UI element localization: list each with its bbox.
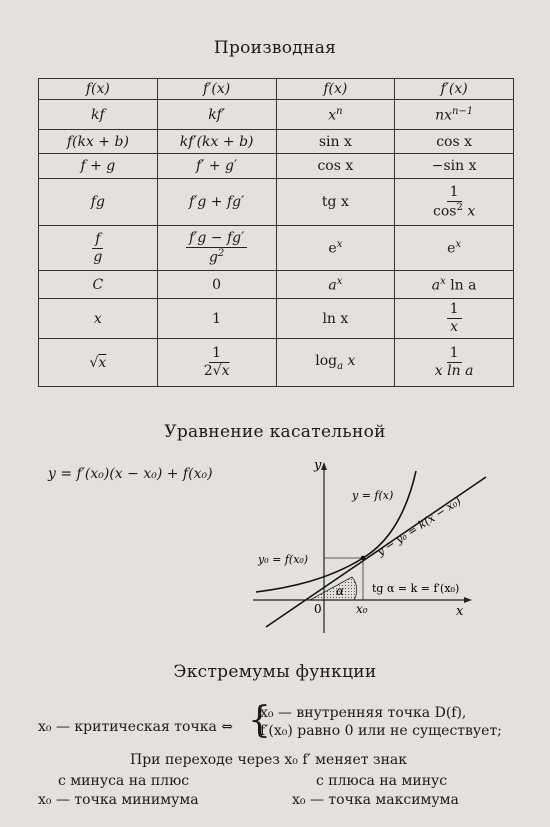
cell <box>395 226 514 271</box>
y-axis-label: y <box>314 458 322 473</box>
x-axis-arrow <box>464 597 472 603</box>
denominator-base: g <box>208 249 218 266</box>
header-cell: f(x) <box>39 79 158 100</box>
table-row <box>39 179 514 226</box>
cell <box>395 299 514 339</box>
fraction <box>432 346 477 378</box>
table-header-row <box>39 79 514 100</box>
fraction <box>186 231 247 265</box>
y-axis-arrow <box>321 462 327 470</box>
alpha-label: α <box>336 584 345 598</box>
power-base: a <box>431 277 441 294</box>
cell: cos x <box>276 154 395 179</box>
x0-label: x₀ <box>356 602 368 616</box>
denominator-exponent: 2 <box>456 201 463 213</box>
numerator: f′g − fg′ <box>186 231 247 248</box>
origin-label: 0 <box>314 602 322 616</box>
fraction <box>430 185 478 219</box>
denominator: g <box>93 248 103 265</box>
power-exponent: x <box>336 239 343 251</box>
cell <box>395 179 514 226</box>
numerator: f <box>92 232 103 249</box>
power-exponent: n−1 <box>451 105 474 117</box>
denominator-coefficient: 2 <box>203 363 213 379</box>
condition-derivative: f′(x₀) равно 0 или не существует; <box>260 723 502 739</box>
denominator-exponent: 2 <box>217 247 225 259</box>
header-cell: f(x) <box>276 79 395 100</box>
cell: tg x <box>276 179 395 226</box>
left-brace: { <box>248 700 271 741</box>
sqrt-sign: √ <box>89 354 99 371</box>
cell: kf′(kx + b) <box>157 130 276 154</box>
cell: f′ + g′ <box>157 154 276 179</box>
power-exponent: x <box>455 239 462 251</box>
log-argument: x <box>343 353 356 370</box>
y0-label: y₀ = f(x₀) <box>258 553 309 566</box>
curve-label: y = f(x) <box>352 489 394 502</box>
numerator: 1 <box>209 346 224 363</box>
denominator-variable: x <box>467 203 476 220</box>
log-base: a <box>337 360 344 372</box>
cell: 1 <box>157 299 276 339</box>
right-case-maximum: x₀ — точка максимума <box>292 792 459 808</box>
power-exponent: x <box>440 275 446 287</box>
cell <box>395 271 514 299</box>
cell <box>276 226 395 271</box>
power-exponent: n <box>336 105 343 117</box>
left-case-minimum: x₀ — точка минимума <box>38 792 199 808</box>
tangent-equation: y = f′(x₀)(x − x₀) + f(x₀) <box>48 466 213 482</box>
cell: −sin x <box>395 154 514 179</box>
denominator <box>206 248 227 265</box>
derivative-title: Производная <box>213 38 337 58</box>
cell <box>395 100 514 130</box>
numerator: 1 <box>447 346 462 363</box>
left-case-sign: с минуса на плюс <box>58 773 190 789</box>
derivative-table <box>38 78 514 387</box>
cell: cos x <box>395 130 514 154</box>
power-base: e <box>328 240 337 257</box>
sqrt-radicand: x <box>98 354 107 371</box>
cell: kf <box>39 100 158 130</box>
cell <box>395 339 514 387</box>
log-tail: ln a <box>445 277 477 294</box>
extremum-title: Экстремумы функции <box>173 662 377 682</box>
cell: f(kx + b) <box>39 130 158 154</box>
cell: ln x <box>276 299 395 339</box>
cell <box>157 226 276 271</box>
cell <box>276 100 395 130</box>
table-row <box>39 339 514 387</box>
denominator: x ln a <box>434 363 474 379</box>
table-row <box>39 154 514 179</box>
cell: 0 <box>157 271 276 299</box>
cell: kf′ <box>157 100 276 130</box>
cell: sin x <box>276 130 395 154</box>
fraction <box>447 302 462 334</box>
numerator: 1 <box>447 185 462 202</box>
power-base: x <box>328 107 337 124</box>
power-base: nx <box>435 107 452 124</box>
power-base: e <box>447 240 456 257</box>
cell <box>39 339 158 387</box>
table-row <box>39 100 514 130</box>
power-base: a <box>328 277 337 294</box>
critical-point-definition: x₀ — критическая точка ⇔ <box>38 719 233 735</box>
cell <box>276 271 395 299</box>
cell: fg <box>39 179 158 226</box>
sqrt-radicand: x <box>221 363 230 379</box>
table-row <box>39 130 514 154</box>
header-cell: f′(x) <box>395 79 514 100</box>
tangent-graph <box>248 455 510 635</box>
right-case-sign: с плюса на минус <box>316 773 448 789</box>
cell <box>39 226 158 271</box>
sign-change-rule: При переходе через x₀ f′ меняет знак <box>130 752 408 768</box>
denominator <box>201 363 233 379</box>
table-row <box>39 271 514 299</box>
table-row <box>39 299 514 339</box>
cell: x <box>39 299 158 339</box>
table-row <box>39 226 514 271</box>
tangent-label: y − y₀ = k(x − x₀) <box>374 494 464 559</box>
log-function: log <box>315 353 338 370</box>
numerator: 1 <box>447 302 462 319</box>
header-cell: f′(x) <box>157 79 276 100</box>
sqrt-sign: √ <box>212 363 222 379</box>
denominator <box>430 202 478 219</box>
tangent-title: Уравнение касательной <box>164 422 386 442</box>
cell <box>276 339 395 387</box>
power-exponent: x <box>336 275 343 287</box>
slope-label: tg α = k = f′(x₀) <box>372 582 460 595</box>
cell: C <box>39 271 158 299</box>
cell: f + g <box>39 154 158 179</box>
condition-interior-point: x₀ — внутренняя точка D(f), <box>260 705 467 721</box>
cell: f′g + fg′ <box>157 179 276 226</box>
fraction <box>90 232 105 264</box>
cell <box>157 339 276 387</box>
denominator: x <box>450 319 459 335</box>
fraction <box>201 346 233 378</box>
denominator-function: cos <box>433 203 457 220</box>
tangent-point <box>361 556 366 561</box>
x-axis-label: x <box>456 604 464 619</box>
